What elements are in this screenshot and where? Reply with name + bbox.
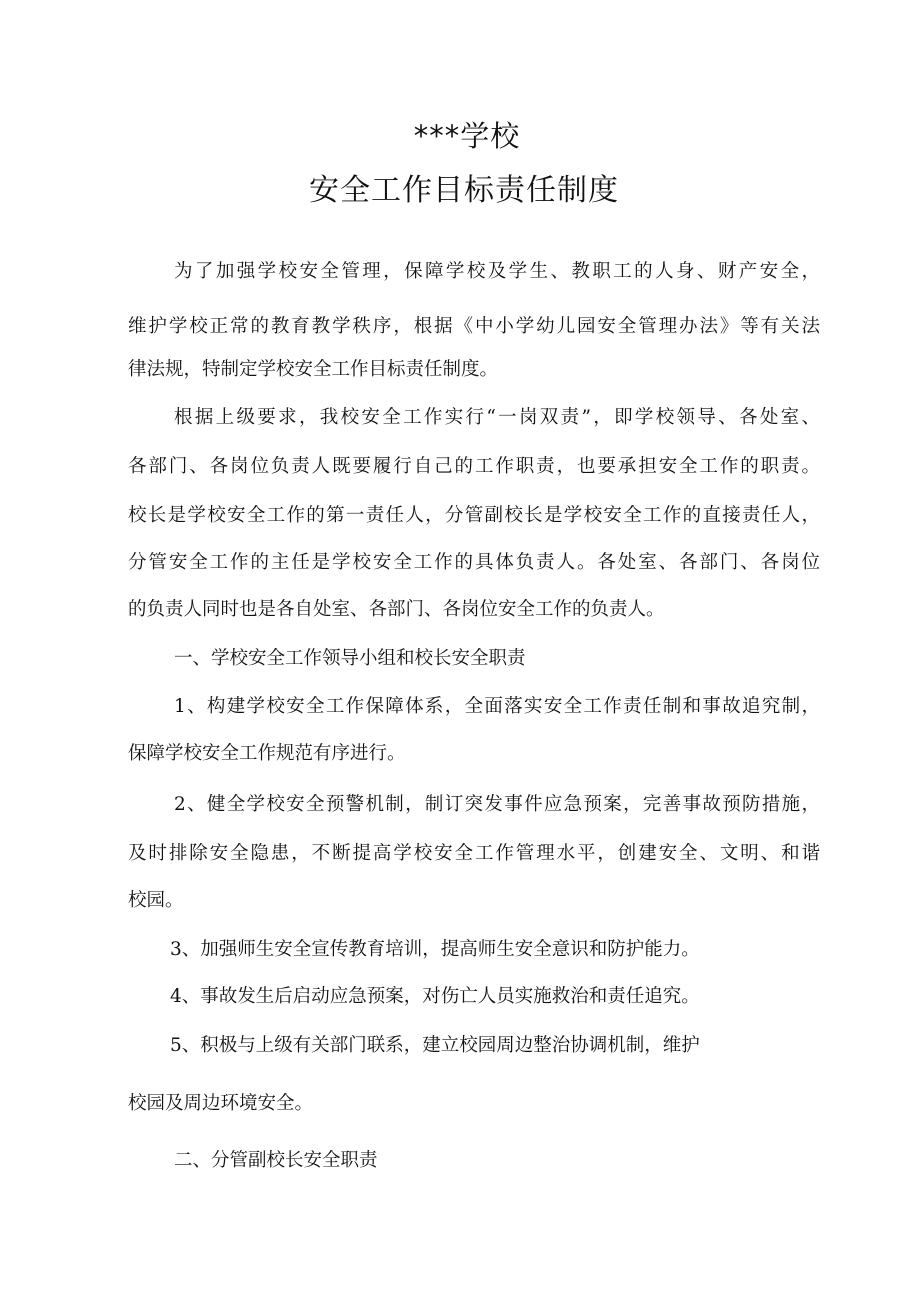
paragraph-line: 为了加强学校安全管理，保障学校及学生、教职工的人身、财产安全， (174, 261, 820, 282)
title-block (0, 114, 920, 214)
paragraph-line: 校园及周边环境安全。 (128, 1093, 314, 1114)
school-name-title: ***学校 (413, 119, 521, 153)
paragraph-line: 分管安全工作的主任是学校安全工作的具体负责人。各处室、各部门、各岗位 (128, 552, 820, 573)
document-title: 安全工作目标责任制度 (309, 173, 619, 208)
paragraph-line: 维护学校正常的教育教学秩序，根据《中小学幼儿园安全管理办法》等有关法 (128, 316, 820, 337)
paragraph-line: 校长是学校安全工作的第一责任人，分管副校长是学校安全工作的直接责任人， (128, 505, 820, 526)
paragraph-line: 3、加强师生安全宣传教育培训，提高师生安全意识和防护能力。 (170, 939, 700, 960)
paragraph-line: 1、构建学校安全工作保障体系，全面落实安全工作责任制和事故追究制， (174, 696, 820, 717)
paragraph-line: 2、健全学校安全预警机制，制订突发事件应急预案，完善事故预防措施， (174, 794, 820, 815)
paragraph-line: 的负责人同时也是各自处室、各部门、各岗位安全工作的负责人。 (128, 599, 665, 620)
paragraph-line: 及时排除安全隐患，不断提高学校安全工作管理水平，创建安全、文明、和谐 (128, 843, 820, 864)
paragraph-line: 校园。 (128, 890, 184, 911)
paragraph-line: 各部门、各岗位负责人既要履行自己的工作职责，也要承担安全工作的职责。 (128, 456, 820, 477)
section-heading: 一、学校安全工作领导小组和校长安全职责 (174, 648, 526, 669)
paragraph-line: 4、事故发生后启动应急预案，对伤亡人员实施救治和责任追究。 (170, 986, 700, 1007)
paragraph-line: 5、积极与上级有关部门联系，建立校园周边整治协调机制，维护 (170, 1035, 700, 1056)
paragraph-line: 保障学校安全工作规范有序进行。 (128, 743, 406, 764)
paragraph-line: 根据上级要求，我校安全工作实行“一岗双责”，即学校领导、各处室、 (174, 407, 820, 428)
paragraph-line: 律法规，特制定学校安全工作目标责任制度。 (128, 359, 499, 380)
section-heading: 二、分管副校长安全职责 (174, 1150, 378, 1171)
